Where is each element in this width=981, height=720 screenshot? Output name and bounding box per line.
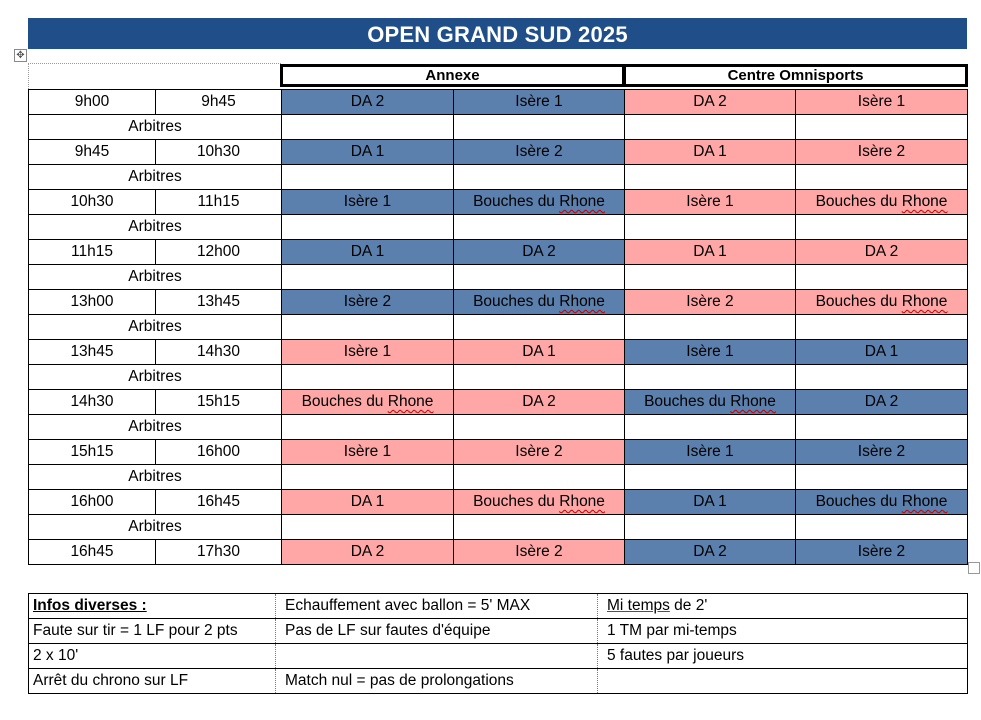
referee-cell[interactable]: [796, 165, 968, 190]
referee-cell[interactable]: [282, 315, 454, 340]
team-name: Bouches du Rhone: [815, 193, 948, 210]
schedule-table: [28, 89, 968, 565]
referee-row: [29, 115, 968, 140]
team-cell-omni: [796, 190, 968, 215]
team-cell-omni: [796, 390, 968, 415]
team-name: Isère 2: [515, 143, 563, 160]
spellcheck-word: Rhone: [559, 293, 605, 310]
team-name: Isère 2: [343, 293, 392, 310]
team-name: DA 1: [522, 343, 556, 360]
venue-header-annexe: Annexe: [280, 64, 625, 87]
referee-cell[interactable]: [625, 165, 796, 190]
team-cell-omni: [625, 540, 796, 565]
team-name: Bouches du Rhone: [473, 293, 605, 310]
start-time: 13h00: [29, 290, 156, 315]
team-cell-annexe: [454, 140, 625, 165]
team-name: Bouches du Rhone: [644, 393, 776, 410]
referee-cell[interactable]: [796, 465, 968, 490]
start-time: 9h45: [29, 140, 156, 165]
referee-row: [29, 365, 968, 390]
referee-cell[interactable]: [625, 265, 796, 290]
match-row: [29, 340, 968, 365]
team-cell-annexe: [454, 490, 625, 515]
referee-row: [29, 465, 968, 490]
team-cell-omni: [625, 440, 796, 465]
info-row: [29, 669, 968, 694]
referee-cell[interactable]: [454, 415, 625, 440]
referee-row: [29, 415, 968, 440]
team-name: DA 2: [693, 93, 727, 110]
team-cell-annexe: [454, 240, 625, 265]
team-name: DA 2: [522, 243, 556, 260]
spellcheck-word: Rhone: [730, 393, 776, 410]
venue-header-centre-omnisports: Centre Omnisports: [623, 64, 968, 87]
team-name: DA 2: [522, 393, 556, 410]
team-cell-annexe: [282, 240, 454, 265]
referee-label: Arbitres: [29, 265, 282, 290]
referee-row: [29, 165, 968, 190]
referee-label: Arbitres: [29, 415, 282, 440]
referee-row: [29, 265, 968, 290]
team-cell-omni: [625, 90, 796, 115]
match-row: [29, 190, 968, 215]
team-cell-omni: [625, 190, 796, 215]
team-name: DA 1: [693, 143, 727, 160]
match-row: [29, 240, 968, 265]
info-table: [28, 593, 968, 694]
team-cell-omni: [625, 290, 796, 315]
team-name: DA 2: [864, 243, 899, 260]
info-heading: Infos diverses :: [33, 597, 147, 614]
referee-cell[interactable]: [282, 465, 454, 490]
info-row: [29, 619, 968, 644]
table-move-handle-icon[interactable]: ✥: [14, 49, 27, 62]
team-cell-omni: [796, 290, 968, 315]
referee-cell[interactable]: [625, 315, 796, 340]
info-row: [29, 644, 968, 669]
spellcheck-word: Rhone: [387, 393, 434, 410]
team-name: Isère 1: [857, 93, 906, 110]
team-name: DA 2: [350, 543, 385, 560]
referee-cell[interactable]: [625, 415, 796, 440]
team-cell-annexe: [282, 440, 454, 465]
team-cell-annexe: [282, 390, 454, 415]
referee-cell[interactable]: [796, 265, 968, 290]
team-name: Isère 2: [515, 543, 563, 560]
team-name: Isère 1: [686, 443, 734, 460]
referee-cell[interactable]: [454, 315, 625, 340]
referee-cell[interactable]: [796, 315, 968, 340]
end-time: 11h15: [156, 190, 282, 215]
team-cell-omni: [796, 340, 968, 365]
spellcheck-word: Rhone: [901, 293, 948, 310]
end-time: 17h30: [156, 540, 282, 565]
start-time: 15h15: [29, 440, 156, 465]
referee-label: Arbitres: [29, 315, 282, 340]
team-name: DA 2: [350, 93, 385, 110]
referee-cell[interactable]: [454, 165, 625, 190]
team-cell-annexe: [454, 540, 625, 565]
team-name: Bouches du Rhone: [815, 293, 948, 310]
referee-row: [29, 515, 968, 540]
match-row: [29, 440, 968, 465]
info-cell-link: Mi temps: [607, 597, 670, 614]
team-cell-omni: [796, 490, 968, 515]
team-cell-annexe: [282, 490, 454, 515]
start-time: 16h00: [29, 490, 156, 515]
team-cell-annexe: [454, 440, 625, 465]
team-name: Isère 1: [515, 93, 563, 110]
spellcheck-word: Rhone: [559, 193, 605, 210]
referee-cell[interactable]: [625, 515, 796, 540]
referee-cell[interactable]: [625, 365, 796, 390]
team-cell-omni: [625, 240, 796, 265]
table-gridline: [28, 63, 29, 89]
info-cell: 2 x 10': [29, 644, 276, 669]
referee-cell[interactable]: [454, 465, 625, 490]
referee-cell[interactable]: [454, 265, 625, 290]
referee-cell[interactable]: [796, 115, 968, 140]
team-name: Isère 1: [343, 343, 392, 360]
info-cell: Pas de LF sur fautes d'équipe: [276, 619, 598, 644]
match-row: [29, 90, 968, 115]
team-name: Isère 2: [857, 443, 906, 460]
referee-label: Arbitres: [29, 365, 282, 390]
referee-label: Arbitres: [29, 165, 282, 190]
end-time: 15h15: [156, 390, 282, 415]
end-time: 12h00: [156, 240, 282, 265]
referee-cell[interactable]: [454, 515, 625, 540]
team-cell-annexe: [282, 340, 454, 365]
referee-cell[interactable]: [282, 515, 454, 540]
page-title: OPEN GRAND SUD 2025: [28, 18, 967, 49]
team-cell-omni: [796, 140, 968, 165]
team-name: Bouches du Rhone: [473, 493, 605, 510]
team-name: Isère 2: [857, 543, 906, 560]
team-name: Isère 1: [343, 443, 392, 460]
team-name: DA 1: [350, 493, 385, 510]
team-cell-annexe: [282, 190, 454, 215]
team-cell-omni: [796, 240, 968, 265]
team-name: Isère 2: [515, 443, 563, 460]
team-name: Isère 2: [686, 293, 734, 310]
team-cell-annexe: [454, 340, 625, 365]
team-cell-annexe: [282, 540, 454, 565]
team-name: Isère 2: [857, 143, 906, 160]
team-name: DA 1: [693, 493, 727, 510]
info-cell: de 2': [669, 597, 708, 614]
team-name: Isère 1: [686, 343, 734, 360]
info-cell: 5 fautes par joueurs: [598, 644, 968, 669]
team-cell-omni: [796, 90, 968, 115]
referee-cell[interactable]: [625, 215, 796, 240]
team-cell-omni: [625, 140, 796, 165]
referee-cell[interactable]: [282, 415, 454, 440]
team-cell-annexe: [454, 190, 625, 215]
referee-cell[interactable]: [282, 215, 454, 240]
team-cell-annexe: [454, 390, 625, 415]
match-row: [29, 490, 968, 515]
team-cell-omni: [796, 540, 968, 565]
start-time: 16h45: [29, 540, 156, 565]
start-time: 9h00: [29, 90, 156, 115]
info-cell: [276, 644, 598, 669]
match-row: [29, 390, 968, 415]
team-name: Bouches du Rhone: [815, 493, 948, 510]
referee-row: [29, 215, 968, 240]
end-time: 10h30: [156, 140, 282, 165]
referee-cell[interactable]: [282, 365, 454, 390]
team-cell-annexe: [454, 90, 625, 115]
referee-label: Arbitres: [29, 215, 282, 240]
spellcheck-word: Rhone: [901, 193, 948, 210]
referee-cell[interactable]: [796, 415, 968, 440]
referee-cell[interactable]: [282, 165, 454, 190]
start-time: 10h30: [29, 190, 156, 215]
team-cell-omni: [796, 440, 968, 465]
end-time: 16h00: [156, 440, 282, 465]
end-time: 16h45: [156, 490, 282, 515]
team-name: Bouches du Rhone: [301, 393, 434, 410]
referee-label: Arbitres: [29, 115, 282, 140]
referee-cell[interactable]: [796, 365, 968, 390]
start-time: 13h45: [29, 340, 156, 365]
end-time: 9h45: [156, 90, 282, 115]
end-time: 14h30: [156, 340, 282, 365]
table-gridline: [28, 63, 281, 64]
referee-row: [29, 315, 968, 340]
referee-cell[interactable]: [625, 115, 796, 140]
match-row: [29, 290, 968, 315]
referee-cell[interactable]: [454, 115, 625, 140]
referee-label: Arbitres: [29, 465, 282, 490]
team-cell-annexe: [282, 140, 454, 165]
referee-cell[interactable]: [625, 465, 796, 490]
team-name: DA 1: [350, 243, 385, 260]
referee-cell[interactable]: [454, 365, 625, 390]
team-cell-annexe: [282, 90, 454, 115]
team-name: DA 1: [350, 143, 385, 160]
match-row: [29, 540, 968, 565]
referee-label: Arbitres: [29, 515, 282, 540]
info-cell: Faute sur tir = 1 LF pour 2 pts: [29, 619, 276, 644]
referee-cell[interactable]: [796, 515, 968, 540]
team-name: DA 1: [693, 243, 727, 260]
team-name: Isère 1: [686, 193, 734, 210]
team-name: Isère 1: [343, 193, 392, 210]
info-cell: Match nul = pas de prolongations: [276, 669, 598, 694]
team-cell-omni: [625, 490, 796, 515]
team-name: DA 2: [864, 393, 899, 410]
start-time: 14h30: [29, 390, 156, 415]
team-cell-omni: [625, 340, 796, 365]
team-name: DA 2: [693, 543, 727, 560]
info-row: [29, 594, 968, 619]
team-cell-omni: [625, 390, 796, 415]
team-cell-annexe: [282, 290, 454, 315]
spellcheck-word: Rhone: [559, 493, 605, 510]
referee-cell[interactable]: [454, 215, 625, 240]
referee-cell[interactable]: [282, 265, 454, 290]
info-cell: Echauffement avec ballon = 5' MAX: [276, 594, 598, 619]
info-cell: [598, 669, 968, 694]
spellcheck-word: Rhone: [901, 493, 948, 510]
start-time: 11h15: [29, 240, 156, 265]
table-resize-handle-icon[interactable]: [968, 562, 980, 574]
end-time: 13h45: [156, 290, 282, 315]
referee-cell[interactable]: [796, 215, 968, 240]
team-cell-annexe: [454, 290, 625, 315]
team-name: Bouches du Rhone: [473, 193, 605, 210]
info-cell: 1 TM par mi-temps: [598, 619, 968, 644]
match-row: [29, 140, 968, 165]
team-name: DA 1: [864, 343, 899, 360]
referee-cell[interactable]: [282, 115, 454, 140]
info-cell: Arrêt du chrono sur LF: [29, 669, 276, 694]
